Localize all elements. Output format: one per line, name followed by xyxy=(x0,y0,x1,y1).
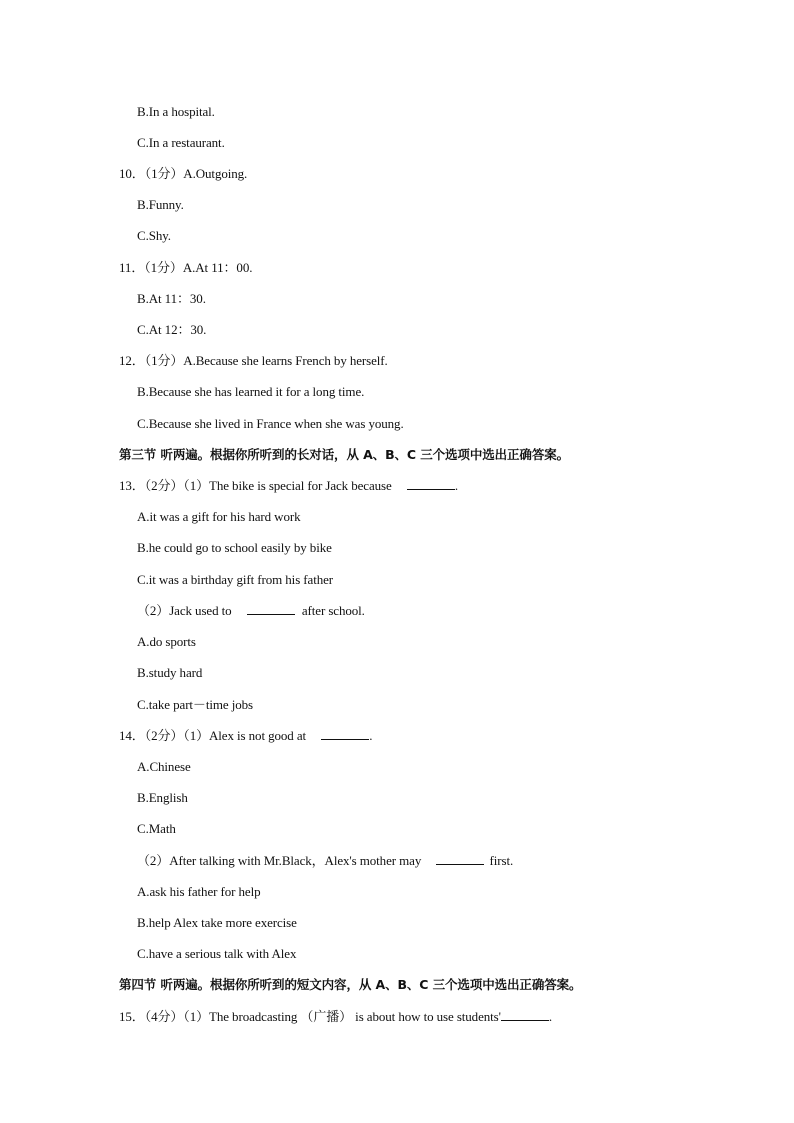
question-13-part-2 xyxy=(137,603,365,619)
question-14-part-1 xyxy=(119,728,372,744)
option-9b: B.In a hospital. xyxy=(137,104,215,119)
option-12b: B.Because she has learned it for a long time. xyxy=(137,384,365,399)
question-11: 11．（1分）A.At 11：00. xyxy=(119,260,253,275)
option-14-1a: A.Chinese xyxy=(137,759,191,774)
option-13-2c: C.take part－time jobs xyxy=(137,697,253,712)
question-14-part-2-text: （2）After talking with Mr.Black，Alex's mother may xyxy=(137,853,422,868)
question-13-part-1-end: . xyxy=(454,478,458,493)
option-9c: C.In a restaurant. xyxy=(137,135,225,150)
answer-blank xyxy=(501,1009,549,1021)
question-15-part-1-text: 15．（4分）（1）The broadcasting （广播） is about how to use students' xyxy=(119,1009,501,1024)
option-13-2b: B.study hard xyxy=(137,665,203,680)
answer-blank xyxy=(247,603,295,615)
option-14-1b: B.English xyxy=(137,790,188,805)
option-14-2a: A.ask his father for help xyxy=(137,884,261,899)
option-11b: B.At 11：30. xyxy=(137,291,206,306)
question-15-part-1-end: . xyxy=(548,1009,553,1024)
option-13-1a: A.it was a gift for his hard work xyxy=(137,509,301,524)
option-13-1c: C.it was a birthday gift from his father xyxy=(137,572,334,587)
option-13-1b: B.he could go to school easily by bike xyxy=(137,540,332,555)
section-4-heading: 第四节 听两遍。根据你所听到的短文内容，从 A、B、C 三个选项中选出正确答案。 xyxy=(119,977,582,992)
option-10c: C.Shy. xyxy=(137,228,171,243)
question-13-part-1-text: 13．（2分）（1）The bike is special for Jack because xyxy=(119,478,392,493)
question-10: 10．（1分）A.Outgoing. xyxy=(119,166,248,181)
question-14-part-2-end: first. xyxy=(489,853,514,868)
question-12: 12．（1分）A.Because she learns French by herself. xyxy=(119,353,388,368)
question-14-part-2 xyxy=(137,853,513,869)
question-13-part-2-text: （2）Jack used to xyxy=(137,603,232,618)
option-12c: C.Because she lived in France when she was young. xyxy=(137,416,404,431)
option-14-2c: C.have a serious talk with Alex xyxy=(137,946,297,961)
question-13-part-1 xyxy=(119,478,458,494)
option-10b: B.Funny. xyxy=(137,197,184,212)
question-15-part-1 xyxy=(119,1009,552,1025)
question-14-part-1-text: 14．（2分）（1）Alex is not good at xyxy=(119,728,307,743)
section-3-heading: 第三节 听两遍。根据你所听到的长对话，从 A、B、C 三个选项中选出正确答案。 xyxy=(119,447,570,462)
option-14-2b: B.help Alex take more exercise xyxy=(137,915,297,930)
question-13-part-2-end: after school. xyxy=(301,603,365,618)
option-13-2a: A.do sports xyxy=(137,634,196,649)
answer-blank xyxy=(407,478,455,490)
option-14-1c: C.Math xyxy=(137,821,176,836)
question-14-part-1-end: . xyxy=(369,728,373,743)
answer-blank xyxy=(321,728,369,740)
answer-blank xyxy=(436,853,484,865)
option-11c: C.At 12：30. xyxy=(137,322,207,337)
